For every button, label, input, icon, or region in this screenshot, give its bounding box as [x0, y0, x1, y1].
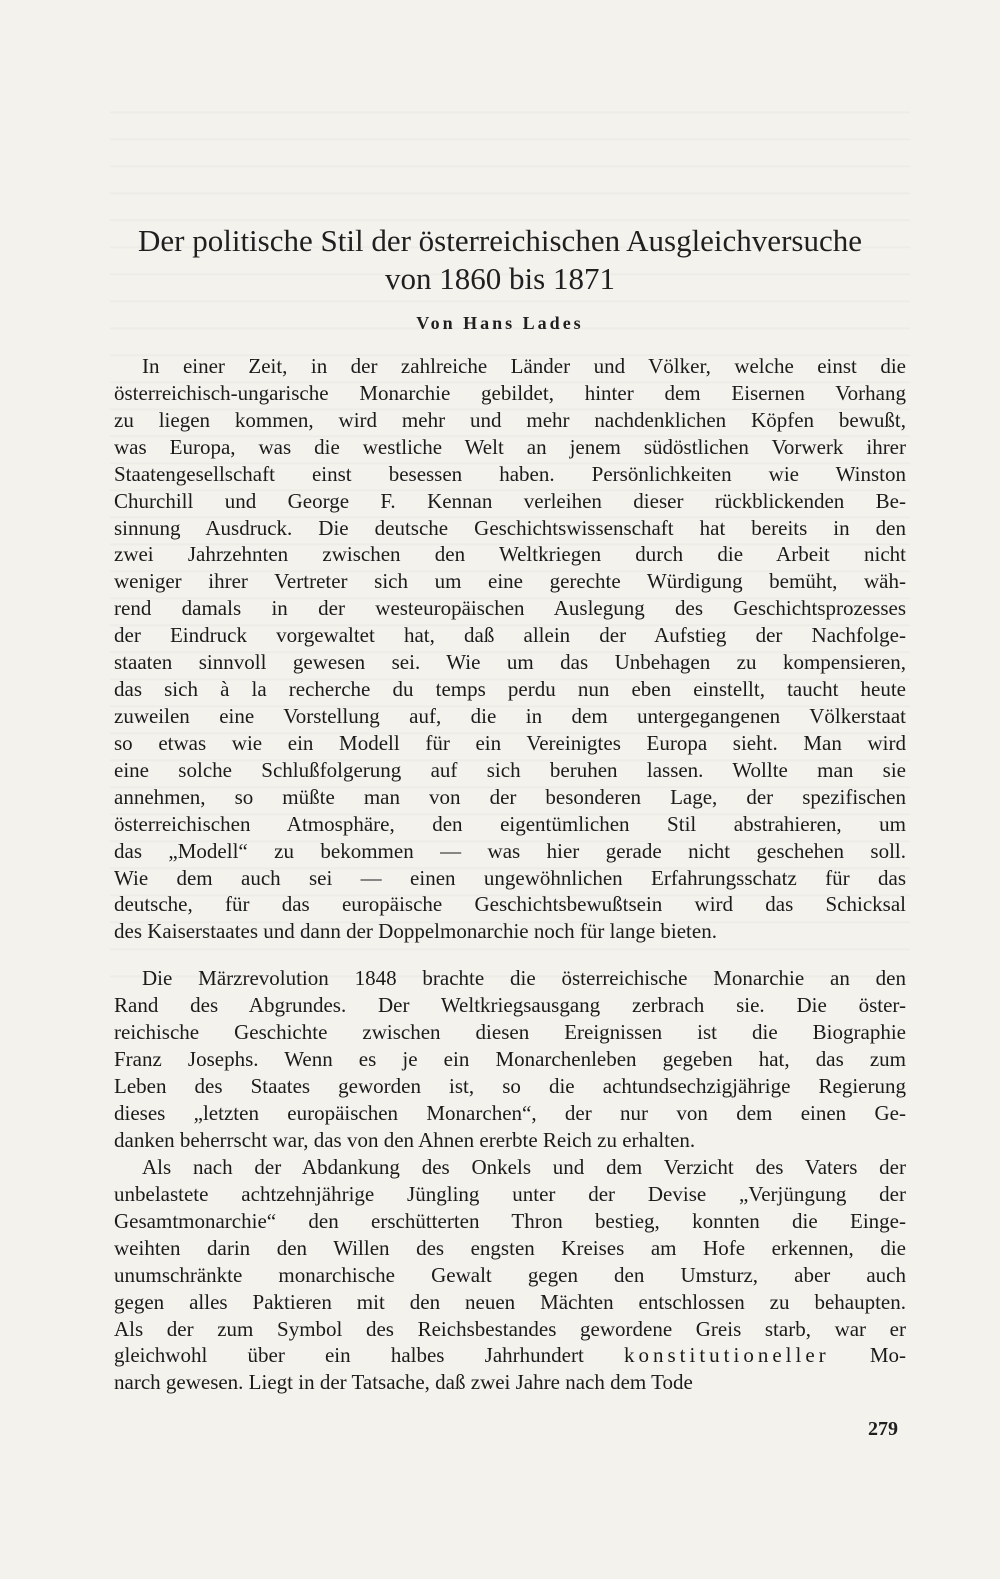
text-line: das „Modell“ zu bekommen — was hier gerade nicht geschehen soll. — [114, 838, 906, 863]
text-line: was Europa, was die westliche Welt an jenem südöstlichen Vorwerk ihrer — [114, 434, 906, 459]
text-line: narch gewesen. Liegt in der Tatsache, daß zwei Jahre nach dem Tode — [114, 1370, 693, 1395]
text-line: dieses „letzten europäischen Monarchen“, der nur von dem einen Ge- — [114, 1100, 906, 1125]
text-segment: Mo- — [869, 1343, 906, 1368]
text-line: unbelastete achtzehnjährige Jüngling unter der Devise „Verjüngung der — [114, 1181, 906, 1206]
title-line-1: Der politische Stil der österreichischen Ausgleichversuche — [138, 223, 862, 258]
text-line: gegen alles Paktieren mit den neuen Mächten entschlossen zu behaupten. — [114, 1289, 906, 1314]
paragraph-intro — [114, 353, 906, 945]
text-line: eine solche Schlußfolgerung auf sich beruhen lassen. Wollte man sie — [114, 757, 906, 782]
text-line: reichische Geschichte zwischen diesen Ereignissen ist die Biographie — [114, 1019, 906, 1044]
text-line: In einer Zeit, in der zahlreiche Länder und Völker, welche einst die — [142, 354, 906, 378]
text-line: des Kaiserstaates und dann der Doppelmonarchie noch für lange bieten. — [114, 919, 717, 944]
text-line: Churchill und George F. Kennan verleihen dieser rückblickenden Be- — [114, 488, 906, 513]
text-line: Als der zum Symbol des Reichsbestandes gewordene Greis starb, war er — [114, 1316, 906, 1341]
text-line: Als nach der Abdankung des Onkels und dem Verzicht des Vaters der — [142, 1155, 906, 1179]
text-line: das sich à la recherche du temps perdu nun eben einstellt, taucht heute — [114, 677, 906, 702]
article-title — [100, 222, 900, 298]
text-line: Franz Josephs. Wenn es je ein Monarchenleben gegeben hat, das zum — [114, 1046, 906, 1071]
author-byline: Von Hans Lades — [416, 313, 584, 333]
text-line: staaten sinnvoll gewesen sei. Wie um das Unbehagen zu kompensieren, — [114, 650, 906, 675]
paragraph-abdication — [114, 1154, 906, 1396]
text-line: zwei Jahrzehnten zwischen den Weltkriegen durch die Arbeit nicht — [114, 542, 906, 567]
text-segment: gleichwohl über ein halbes Jahrhundert — [114, 1343, 584, 1368]
text-line: Staatengesellschaft einst besessen haben. Persönlichkeiten wie Winston — [114, 461, 906, 486]
text-line: österreichisch-ungarische Monarchie gebildet, hinter dem Eisernen Vorhang — [114, 380, 906, 405]
text-line: Gesamtmonarchie“ den erschütterten Thron bestieg, konnten die Einge- — [114, 1208, 906, 1233]
page-number: 279 — [868, 1418, 898, 1440]
text-line: danken beherrscht war, das von den Ahnen ererbte Reich zu erhalten. — [114, 1127, 696, 1152]
text-line — [114, 1342, 906, 1369]
text-line: Die Märzrevolution 1848 brachte die österreichische Monarchie an den — [142, 966, 906, 990]
text-line: Leben des Staates geworden ist, so die achtundsechzigjährige Regierung — [114, 1073, 906, 1098]
text-line: Rand des Abgrundes. Der Weltkriegsausgang zerbrach sie. Die öster- — [114, 992, 906, 1017]
text-line: Wie dem auch sei — einen ungewöhnlichen Erfahrungsschatz für das — [114, 865, 906, 890]
text-line: weihten darin den Willen des engsten Kreises am Hofe erkennen, die — [114, 1235, 906, 1260]
paragraph-march-revolution — [114, 965, 906, 1153]
title-line-2: von 1860 bis 1871 — [385, 261, 615, 296]
text-line: so etwas wie ein Modell für ein Vereinigtes Europa sieht. Man wird — [114, 730, 906, 755]
text-line: unumschränkte monarchische Gewalt gegen den Umsturz, aber auch — [114, 1262, 906, 1287]
text-line: deutsche, für das europäische Geschichtsbewußtsein wird das Schicksal — [114, 892, 906, 917]
text-line: zu liegen kommen, wird mehr und mehr nachdenklichen Köpfen bewußt, — [114, 407, 906, 432]
text-line: zuweilen eine Vorstellung auf, die in dem untergegangenen Völkerstaat — [114, 703, 906, 728]
text-line: annehmen, so müßte man von der besonderen Lage, der spezifischen — [114, 784, 906, 809]
text-line: österreichischen Atmosphäre, den eigentümlichen Stil abstrahieren, um — [114, 811, 906, 836]
emphasized-word: konstitutioneller — [623, 1343, 830, 1368]
text-line: weniger ihrer Vertreter sich um eine gerechte Würdigung bemüht, wäh- — [114, 569, 906, 594]
text-line: rend damals in der westeuropäischen Auslegung des Geschichtsprozesses — [114, 596, 906, 621]
text-line: sinnung Ausdruck. Die deutsche Geschichtswissenschaft hat bereits in den — [114, 515, 906, 540]
text-line: der Eindruck vorgewaltet hat, daß allein der Aufstieg der Nachfolge- — [114, 623, 906, 648]
